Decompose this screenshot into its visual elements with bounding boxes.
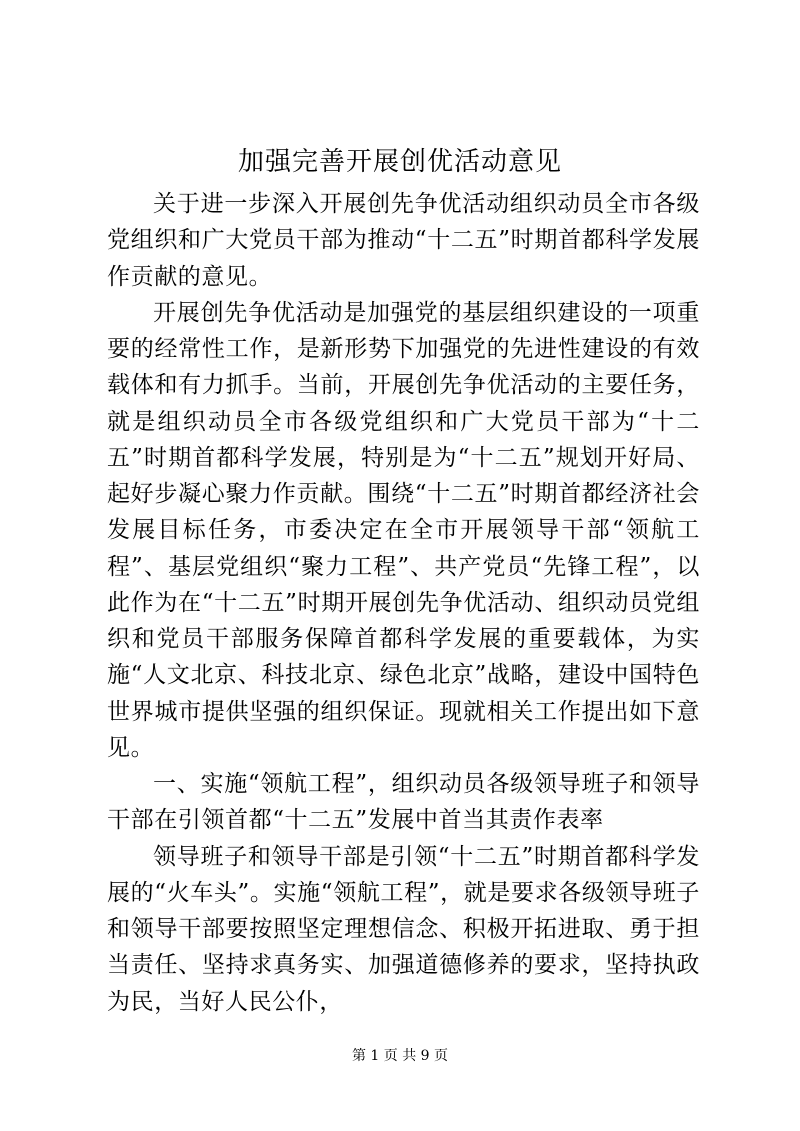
paragraph-background: 开展创先争优活动是加强党的基层组织建设的一项重要的经常性工作，是新形势下加强党的先进性建设的有效载体和有力抓手。当前，开展创先争优活动的主要任务，就是组织动员全市各级党组织和广大党员干部为“十二五”时期首都科学发展，特别是为“十二五”规划开好局、起好步凝心聚力作贡献。围绕“十二五”时期首都经济社会发展目标任务，市委决定在全市开展领导干部“领航工程”、基层党组织“聚力工程”、共产党员“先锋工程”，以此作为在“十二五”时期开展创先争优活动、组织动员党组织和党员干部服务保障首都科学发展的重要载体，为实施“人文北京、科技北京、绿色北京”战略，建设中国特色世界城市提供坚强的组织保证。现就相关工作提出如下意见。	[107, 299, 700, 761]
paragraph-section-1: 领导班子和领导干部是引领“十二五”时期首都科学发展的“火车头”。实施“领航工程”，就是要求各级领导班子和领导干部要按照坚定理想信念、积极开拓进取、勇于担当责任、坚持求真务实、加强道德修养的要求，坚持执政为民，当好人民公仆，	[107, 843, 700, 1015]
section-heading-1: 一、实施“领航工程”，组织动员各级领导班子和领导干部在引领首都“十二五”发展中首当其责作表率	[107, 771, 700, 834]
document-title: 加强完善开展创优活动意见	[237, 147, 562, 177]
page-footer: 第 1 页 共 9 页	[351, 1048, 449, 1064]
document-body	[107, 186, 700, 1020]
paragraph-intro: 关于进一步深入开展创先争优活动组织动员全市各级党组织和广大党员干部为推动“十二五”时期首都科学发展作贡献的意见。	[107, 191, 700, 290]
